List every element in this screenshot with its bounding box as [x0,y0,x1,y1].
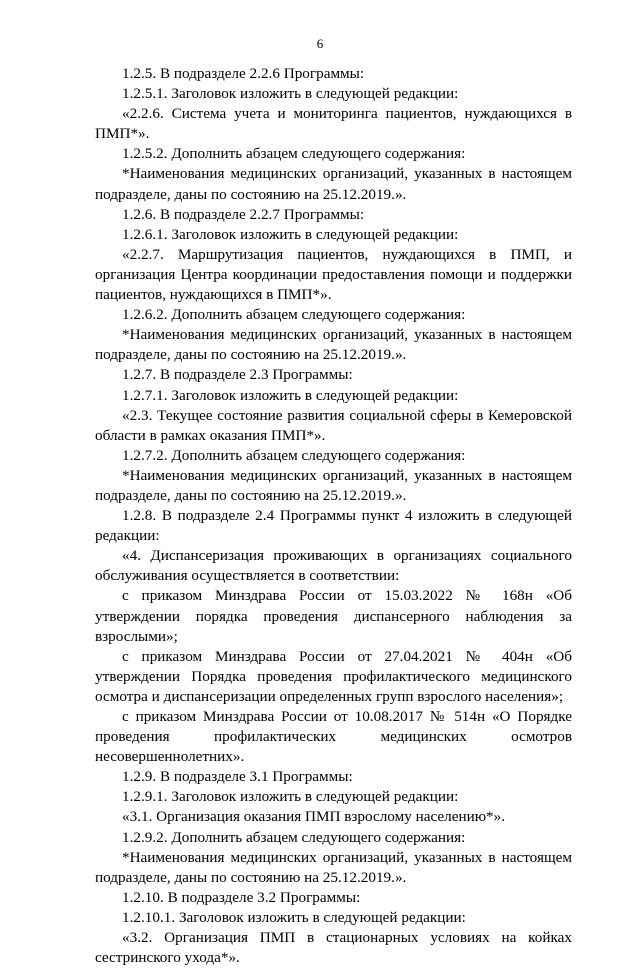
paragraph: 1.2.9. В подразделе 3.1 Программы: [122,768,353,786]
document-body [95,64,572,968]
paragraph: «2.2.7. Маршрутизация пациентов, нуждающихся в ПМП, и организация Центра координации предоставления помощи и поддержки пациентов, нуждающихся в ПМП*». [95,245,572,304]
paragraph: 1.2.6.1. Заголовок изложить в следующей редакции: [122,225,459,243]
paragraph: «4. Диспансеризация проживающих в организациях социального обслуживания осуществляется в соответствии: [95,547,572,585]
paragraph: 1.2.7.1. Заголовок изложить в следующей редакции: [122,386,459,404]
paragraph: 1.2.5.1. Заголовок изложить в следующей редакции: [122,85,459,103]
paragraph: 1.2.10. В подразделе 3.2 Программы: [122,888,361,906]
paragraph: 1.2.9.2. Дополнить абзацем следующего содержания: [122,828,466,846]
paragraph: с приказом Минздрава России от 15.03.2022 № 168н «Об утверждении порядка проведения диспансерного наблюдения за взрослыми»; [95,587,572,645]
paragraph: с приказом Минздрава России от 27.04.2021 № 404н «Об утверждении Порядка проведения профилактического медицинского осмотра и диспансеризации определенных групп взрослого населения»; [95,647,572,705]
paragraph: «2.2.6. Система учета и мониторинга пациентов, нуждающихся в ПМП*». [95,105,572,143]
paragraph: с приказом Минздрава России от 10.08.2017 № 514н «О Порядке проведения профилактических медицинских осмотров несовершеннолетних». [95,708,572,766]
paragraph: *Наименования медицинских организаций, указанных в настоящем подразделе, даны по состоянию на 25.12.2019.». [95,165,572,203]
paragraph: *Наименования медицинских организаций, указанных в настоящем подразделе, даны по состоянию на 25.12.2019.». [95,466,572,504]
paragraph: «3.1. Организация оказания ПМП взрослому населению*». [122,808,506,826]
paragraph: 1.2.7. В подразделе 2.3 Программы: [122,366,353,384]
paragraph: 1.2.7.2. Дополнить абзацем следующего содержания: [122,446,466,464]
paragraph: *Наименования медицинских организаций, указанных в настоящем подразделе, даны по состоянию на 25.12.2019.». [95,848,572,886]
paragraph: 1.2.9.1. Заголовок изложить в следующей редакции: [122,788,459,806]
paragraph: 1.2.10.1. Заголовок изложить в следующей редакции: [122,908,466,926]
paragraph: 1.2.6.2. Дополнить абзацем следующего содержания: [122,306,466,324]
paragraph: *Наименования медицинских организаций, указанных в настоящем подразделе, даны по состоянию на 25.12.2019.». [95,326,572,364]
paragraph: 1.2.8. В подразделе 2.4 Программы пункт 4 изложить в следующей редакции: [95,507,572,545]
paragraph: «3.2. Организация ПМП в стационарных условиях на койках сестринского ухода*». [95,929,572,967]
page-number: 6 [316,36,324,51]
paragraph: 1.2.5. В подразделе 2.2.6 Программы: [122,65,365,82]
paragraph: 1.2.6. В подразделе 2.2.7 Программы: [122,205,365,223]
paragraph: 1.2.5.2. Дополнить абзацем следующего содержания: [122,145,466,163]
paragraph: «2.3. Текущее состояние развития социальной сферы в Кемеровской области в рамках оказания ПМП*». [95,406,572,444]
